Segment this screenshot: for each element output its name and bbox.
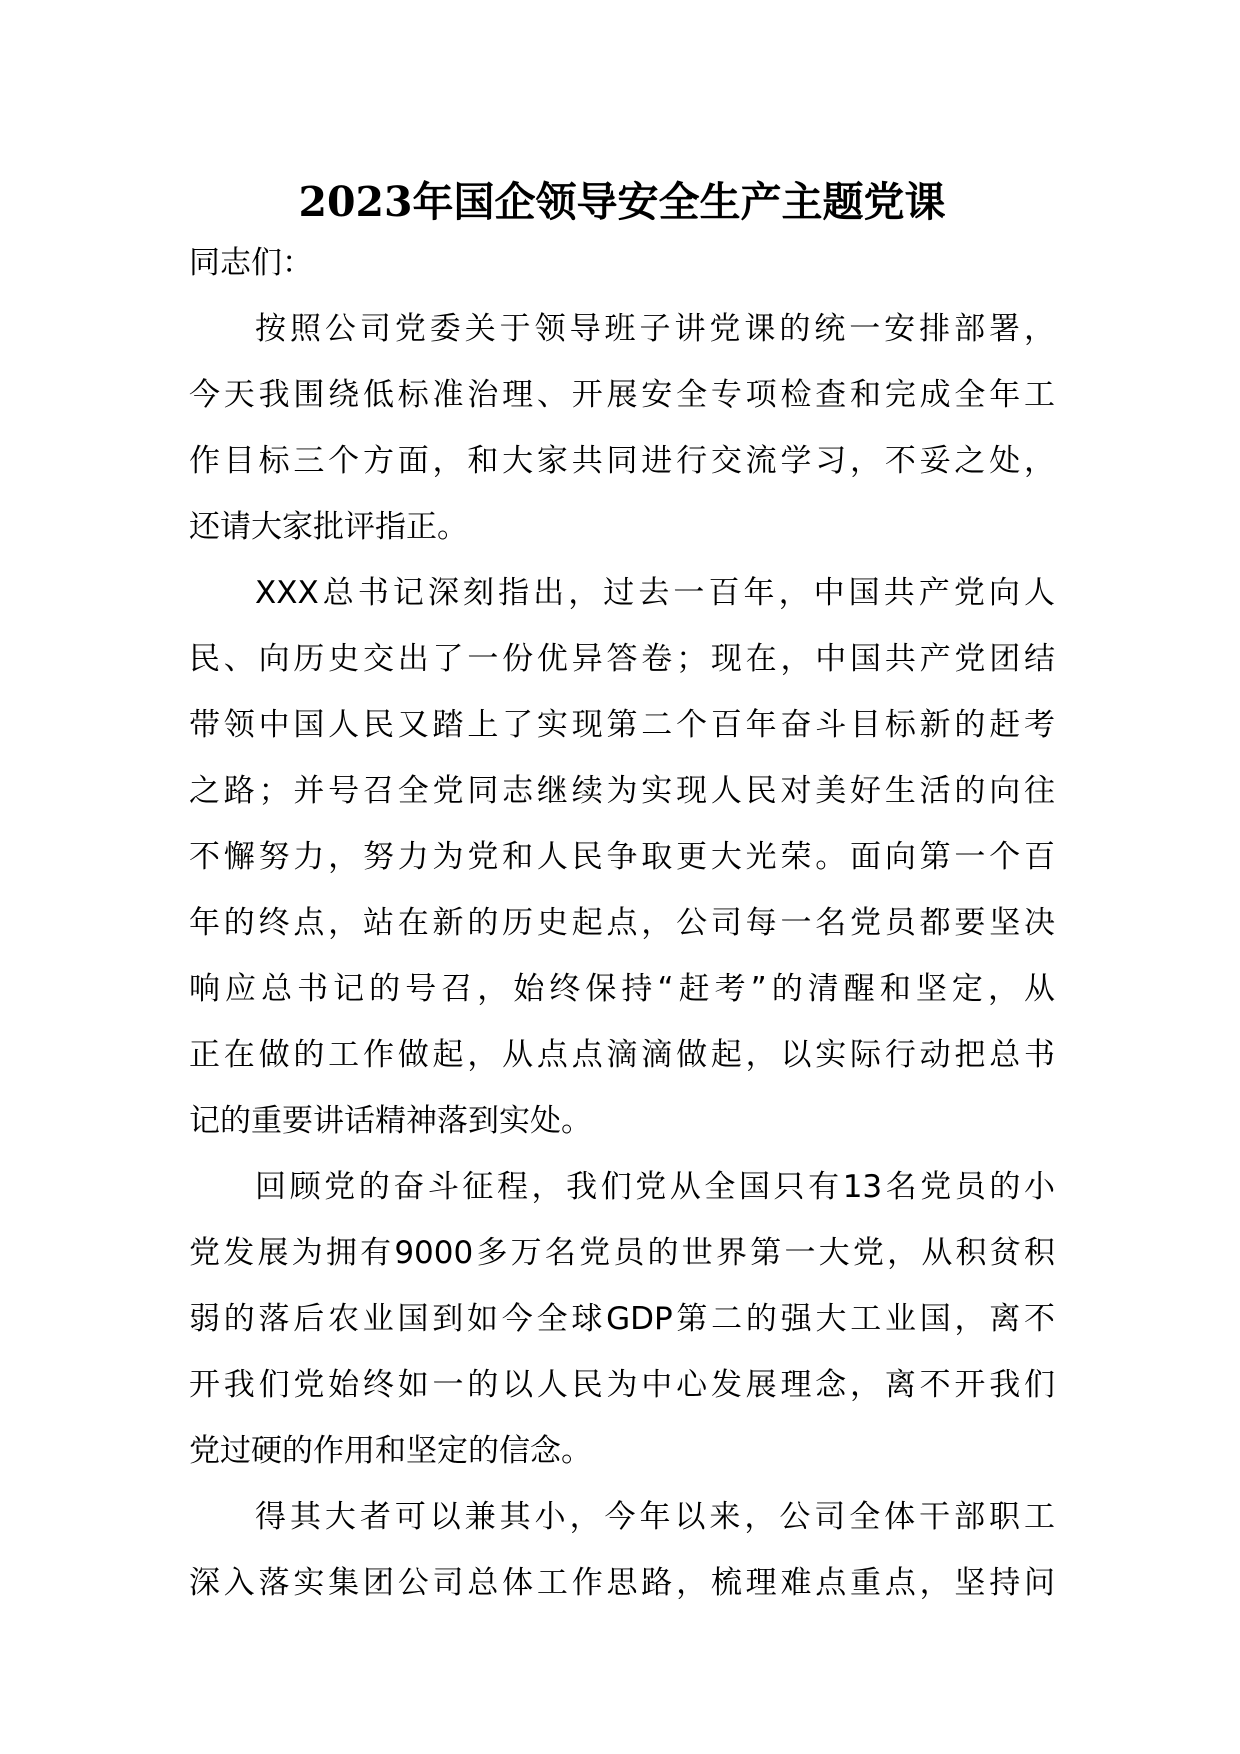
paragraph-line: 开我们党始终如一的以人民为中心发展理念，离不开我们 [189, 1367, 1055, 1403]
paragraph-line: 响应总书记的号召，始终保持“赶考”的清醒和坚定，从 [189, 971, 1055, 1007]
paragraph-line: 按照公司党委关于领导班子讲党课的统一安排部署， [255, 311, 1055, 347]
document-body [189, 174, 1055, 1616]
paragraph-line: 弱的落后农业国到如今全球GDP第二的强大工业国，离不 [189, 1301, 1055, 1337]
paragraph-line: 党过硬的作用和坚定的信念。 [189, 1433, 592, 1469]
paragraph-line: XXX总书记深刻指出，过去一百年，中国共产党向人 [255, 575, 1055, 611]
paragraph-line: 记的重要讲话精神落到实处。 [189, 1103, 592, 1139]
paragraph-line: 今天我围绕低标准治理、开展安全专项检查和完成全年工 [189, 377, 1055, 413]
paragraph-line: 民、向历史交出了一份优异答卷；现在，中国共产党团结 [189, 641, 1055, 677]
paragraph-1 [189, 296, 1055, 560]
paragraph-line: 年的终点，站在新的历史起点，公司每一名党员都要坚决 [189, 905, 1055, 941]
salutation: 同志们： [189, 245, 313, 281]
document-title: 2023年国企领导安全生产主题党课 [298, 178, 946, 226]
paragraph-line: 作目标三个方面，和大家共同进行交流学习，不妥之处， [189, 443, 1055, 479]
paragraph-line: 党发展为拥有9000多万名党员的世界第一大党，从积贫积 [189, 1235, 1055, 1271]
paragraph-line: 不懈努力，努力为党和人民争取更大光荣。面向第一个百 [189, 839, 1055, 875]
paragraph-3 [189, 1154, 1055, 1484]
paragraph-line: 之路；并号召全党同志继续为实现人民对美好生活的向往 [189, 773, 1055, 809]
paragraph-line: 还请大家批评指正。 [189, 509, 468, 545]
paragraph-line: 深入落实集团公司总体工作思路，梳理难点重点，坚持问 [189, 1565, 1055, 1601]
paragraph-line: 正在做的工作做起，从点点滴滴做起，以实际行动把总书 [189, 1037, 1055, 1073]
paragraph-4 [189, 1484, 1055, 1616]
paragraph-line: 带领中国人民又踏上了实现第二个百年奋斗目标新的赶考 [189, 707, 1055, 743]
paragraph-2 [189, 560, 1055, 1154]
paragraph-line: 得其大者可以兼其小，今年以来，公司全体干部职工 [255, 1499, 1055, 1535]
paragraph-line: 回顾党的奋斗征程，我们党从全国只有13名党员的小 [255, 1169, 1055, 1205]
